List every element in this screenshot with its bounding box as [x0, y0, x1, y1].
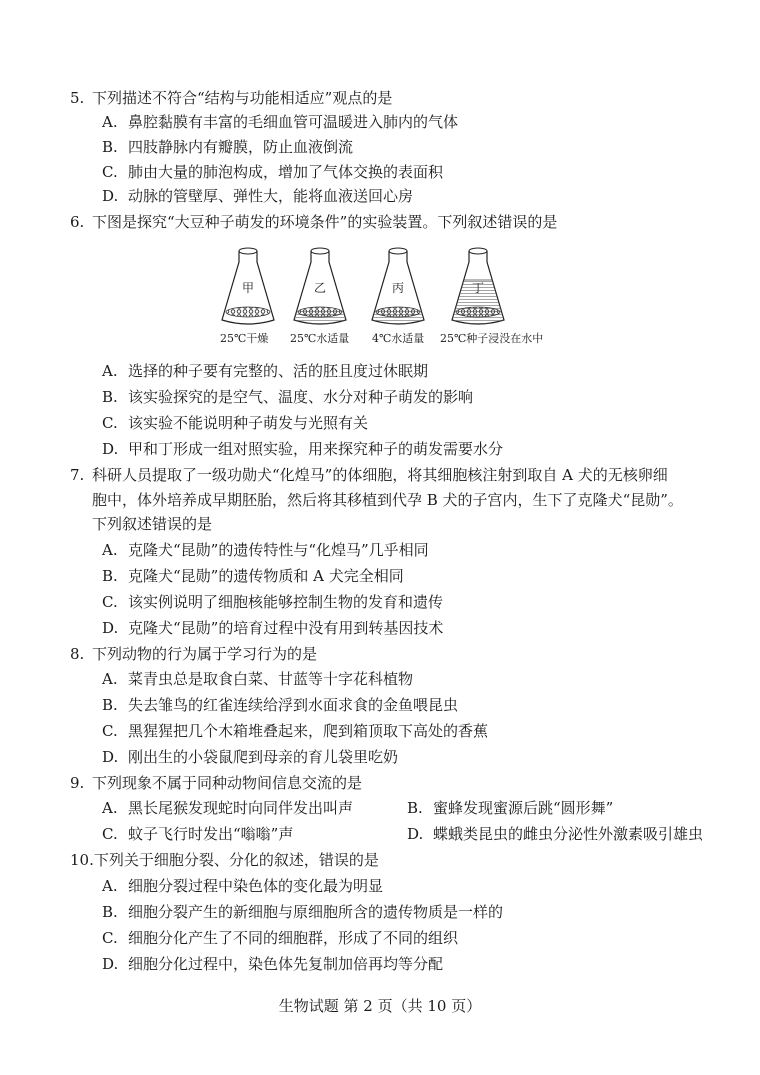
question-text: 下列现象不属于同种动物间信息交流的是 — [92, 774, 363, 792]
option-text: 蚊子飞行时发出“嗡嗡”声 — [128, 825, 294, 843]
question-text: 下列关于细胞分裂、分化的叙述，错误的是 — [93, 851, 379, 869]
option-text: 蝶蛾类昆虫的雌虫分泌性外激素吸引雄虫 — [433, 825, 704, 843]
option-text: 鼻腔黏膜有丰富的毛细血管可温暖进入肺内的气体 — [128, 113, 459, 131]
question-8-option-c — [102, 721, 488, 741]
option-text: 蜜蜂发现蜜源后跳“圆形舞” — [433, 799, 614, 817]
option-label: D. — [102, 619, 119, 637]
question-7-option-b — [102, 566, 404, 586]
seed-germination-figure — [218, 244, 558, 354]
option-label: A. — [102, 670, 118, 688]
question-number: 9. — [70, 774, 85, 792]
option-label: B. — [102, 567, 118, 585]
option-text: 该实验不能说明种子萌发与光照有关 — [128, 414, 369, 432]
flask-label: 丁 — [471, 281, 485, 295]
option-text: 克隆犬“昆勋”的遗传物质和 A 犬完全相同 — [128, 567, 404, 585]
option-text: 选择的种子要有完整的、活的胚且度过休眠期 — [128, 362, 429, 380]
page-footer: 生物试题 第 2 页（共 10 页） — [278, 997, 482, 1015]
option-label: C. — [102, 163, 118, 181]
question-7-stem-line-3: 下列叙述错误的是 — [92, 515, 213, 533]
flasks-diagram — [218, 244, 558, 334]
question-text: 下图是探究“大豆种子萌发的环境条件”的实验装置。下列叙述错误的是 — [92, 213, 558, 231]
option-label: D. — [102, 440, 119, 458]
option-text: 甲和丁形成一组对照实验，用来探究种子的萌发需要水分 — [128, 440, 504, 458]
question-9-option-c — [102, 824, 293, 844]
question-6-stem — [70, 212, 557, 232]
option-text: 细胞分裂过程中染色体的变化最为明显 — [128, 877, 384, 895]
option-text: 细胞分化过程中，染色体先复制加倍再均等分配 — [128, 955, 444, 973]
question-6-option-d — [102, 439, 503, 459]
option-text: 黑猩猩把几个木箱堆叠起来，爬到箱顶取下高处的香蕉 — [128, 722, 489, 740]
question-number: 8. — [70, 645, 85, 663]
question-text: 下列描述不符合“结构与功能相适应”观点的是 — [92, 89, 393, 107]
question-5-option-b — [102, 137, 353, 157]
flask-caption-yi: 25℃水适量 — [290, 332, 350, 345]
question-5-stem — [70, 88, 392, 108]
flask-ding — [452, 248, 504, 324]
option-label: C. — [102, 722, 118, 740]
question-5-option-a — [102, 112, 458, 132]
question-8-stem — [70, 644, 317, 664]
option-label: A. — [102, 362, 118, 380]
question-8-option-b — [102, 695, 458, 715]
flask-jia — [222, 248, 274, 324]
question-6-option-c — [102, 413, 368, 433]
option-label: D. — [102, 955, 119, 973]
option-label: D. — [102, 748, 119, 766]
option-label: D. — [407, 825, 424, 843]
option-text: 该实例说明了细胞核能够控制生物的发育和遗传 — [128, 593, 444, 611]
question-10-stem — [70, 850, 379, 870]
question-7-option-a — [102, 540, 429, 560]
option-text: 克隆犬“昆勋”的培育过程中没有用到转基因技术 — [128, 619, 444, 637]
option-label: B. — [102, 696, 118, 714]
question-9-option-a — [102, 798, 353, 818]
flask-label: 甲 — [241, 281, 255, 295]
option-text: 该实验探究的是空气、温度、水分对种子萌发的影响 — [128, 388, 474, 406]
flask-bing — [372, 248, 424, 324]
option-label: A. — [102, 113, 118, 131]
question-number: 6. — [70, 213, 85, 231]
question-7-option-c — [102, 592, 443, 612]
option-text: 肺由大量的肺泡构成，增加了气体交换的表面积 — [128, 163, 444, 181]
option-label: B. — [102, 138, 118, 156]
option-label: C. — [102, 593, 118, 611]
flask-caption-ding: 25℃种子浸没在水中 — [440, 332, 544, 345]
question-10-option-c — [102, 928, 458, 948]
option-label: A. — [102, 877, 118, 895]
option-label: B. — [407, 799, 423, 817]
option-text: 菜青虫总是取食白菜、甘蓝等十字花科植物 — [128, 670, 414, 688]
question-5-option-c — [102, 162, 443, 182]
option-text: 克隆犬“昆勋”的遗传特性与“化煌马”几乎相同 — [128, 541, 429, 559]
question-number: 7. — [70, 466, 85, 484]
flask-caption-bing: 4℃水适量 — [372, 332, 425, 345]
option-label: B. — [102, 388, 118, 406]
question-7-option-d — [102, 618, 443, 638]
question-8-option-a — [102, 669, 413, 689]
question-6-option-a — [102, 361, 428, 381]
flask-label: 丙 — [391, 281, 405, 295]
option-label: C. — [102, 825, 118, 843]
question-9-option-d — [407, 824, 703, 844]
question-text: 科研人员提取了一级功勋犬“化煌马”的体细胞，将其细胞核注射到取自 A 犬的无核卵细 — [92, 466, 668, 484]
option-text: 黑长尾猴发现蛇时向同伴发出叫声 — [128, 799, 354, 817]
question-7-stem-line-2: 胞中，体外培养成早期胚胎，然后将其移植到代孕 B 犬的子宫内，生下了克隆犬“昆勋”。 — [92, 491, 683, 509]
option-label: C. — [102, 414, 118, 432]
question-text: 下列动物的行为属于学习行为的是 — [92, 645, 318, 663]
flask-label: 乙 — [313, 281, 327, 295]
option-label: A. — [102, 541, 118, 559]
question-6-option-b — [102, 387, 473, 407]
question-number: 5. — [70, 89, 85, 107]
option-text: 刚出生的小袋鼠爬到母亲的育儿袋里吃奶 — [128, 748, 399, 766]
flask-caption-jia: 25℃干燥 — [220, 332, 269, 345]
question-number: 10. — [70, 851, 94, 869]
question-10-option-d — [102, 954, 443, 974]
option-label: C. — [102, 929, 118, 947]
question-5-option-d — [102, 186, 413, 206]
question-10-option-a — [102, 876, 383, 896]
option-text: 细胞分化产生了不同的细胞群，形成了不同的组织 — [128, 929, 459, 947]
option-label: B. — [102, 903, 118, 921]
question-7-stem — [70, 465, 668, 485]
question-8-option-d — [102, 747, 398, 767]
option-label: A. — [102, 799, 118, 817]
option-text: 失去雏鸟的红雀连续给浮到水面求食的金鱼喂昆虫 — [128, 696, 459, 714]
option-label: D. — [102, 187, 119, 205]
option-text: 动脉的管壁厚、弹性大，能将血液送回心房 — [128, 187, 414, 205]
option-text: 四肢静脉内有瓣膜，防止血液倒流 — [128, 138, 354, 156]
option-text: 细胞分裂产生的新细胞与原细胞所含的遗传物质是一样的 — [128, 903, 504, 921]
question-10-option-b — [102, 902, 503, 922]
question-9-option-b — [407, 798, 613, 818]
flask-yi — [294, 248, 346, 324]
question-9-stem — [70, 773, 362, 793]
